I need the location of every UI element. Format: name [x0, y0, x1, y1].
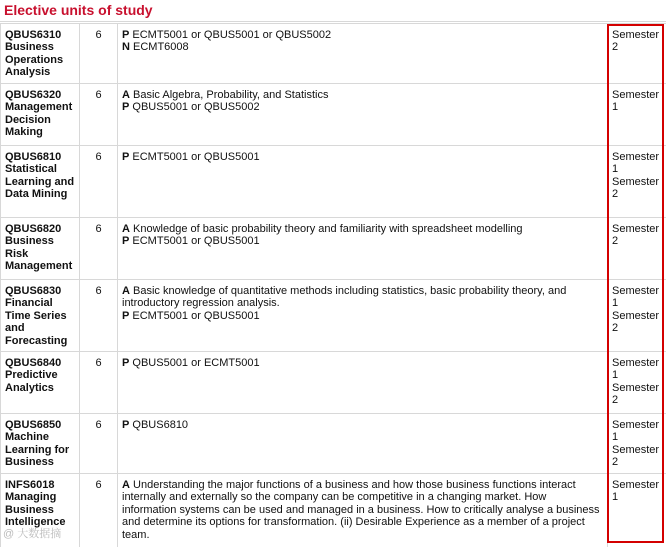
requirement-type: P	[122, 101, 130, 114]
semester-label: Semester 2	[612, 309, 660, 335]
semester-label: Semester 2	[612, 381, 660, 407]
requirements-cell	[118, 218, 608, 280]
requirement-text: ECMT6008	[133, 41, 189, 54]
unit-code: QBUS6820	[5, 223, 62, 235]
credit-points: 6	[80, 280, 118, 352]
requirement-line	[122, 357, 603, 369]
requirements-cell	[118, 24, 608, 84]
requirement-line	[122, 29, 603, 41]
unit-title: Business Risk Management	[5, 235, 73, 273]
unit-name-cell	[1, 146, 80, 218]
units-table-body	[1, 24, 666, 547]
requirement-line	[122, 89, 603, 101]
unit-code: INFS6018	[5, 479, 55, 491]
semester-label: Semester 2	[612, 223, 660, 248]
requirement-text: Knowledge of basic probability theory and familiarity with spreadsheet modelling	[133, 223, 523, 235]
requirement-type: A	[122, 479, 130, 491]
unit-name-cell	[1, 352, 80, 414]
unit-title: Business Operations Analysis	[5, 41, 64, 79]
semester-label: Semester 2	[612, 443, 660, 469]
requirement-text: ECMT5001 or QBUS5001	[132, 309, 260, 322]
requirement-line	[122, 101, 603, 113]
unit-title: Managing Business Intelligence	[5, 491, 66, 529]
requirement-type: P	[122, 29, 130, 41]
requirements-cell	[118, 280, 608, 352]
requirement-type: A	[122, 223, 130, 235]
semester-label: Semester 1	[612, 357, 660, 382]
table-row	[1, 218, 666, 280]
requirement-type: P	[122, 151, 130, 163]
semester-label: Semester 1	[612, 479, 660, 504]
unit-title: Statistical Learning and Data Mining	[5, 163, 75, 201]
requirement-line	[122, 41, 603, 53]
semester-cell	[608, 414, 666, 474]
requirement-type: N	[122, 41, 130, 54]
unit-code: QBUS6840	[5, 357, 62, 369]
requirement-type: P	[122, 357, 130, 369]
watermark: @ 大数据摘	[3, 528, 62, 540]
requirement-text: ECMT5001 or QBUS5001	[132, 151, 260, 163]
requirements-cell	[118, 414, 608, 474]
requirements-cell	[118, 352, 608, 414]
heading-divider	[0, 21, 666, 22]
requirements-cell	[118, 146, 608, 218]
credit-points: 6	[80, 218, 118, 280]
unit-name-cell	[1, 218, 80, 280]
semester-label: Semester 1	[612, 285, 660, 310]
unit-code: QBUS6810	[5, 151, 62, 163]
requirement-line	[122, 479, 603, 541]
requirement-text: ECMT5001 or QBUS5001	[132, 235, 260, 248]
semester-cell	[608, 84, 666, 146]
table-row	[1, 146, 666, 218]
semester-cell	[608, 146, 666, 218]
semester-cell	[608, 280, 666, 352]
table-row	[1, 474, 666, 547]
credit-points: 6	[80, 146, 118, 218]
table-row	[1, 352, 666, 414]
table-row	[1, 280, 666, 352]
unit-code: QBUS6320	[5, 89, 62, 101]
requirement-type: A	[122, 89, 130, 101]
unit-name-cell	[1, 24, 80, 84]
elective-units-table	[0, 23, 666, 547]
requirement-type: P	[122, 419, 130, 431]
requirement-text: Basic knowledge of quantitative methods including statistics, basic probability theory, and introductory regression analysis.	[122, 285, 567, 310]
semester-cell	[608, 352, 666, 414]
unit-name-cell	[1, 414, 80, 474]
semester-label: Semester 1	[612, 89, 660, 114]
requirement-text: QBUS5001 or QBUS5002	[132, 101, 260, 114]
credit-points: 6	[80, 414, 118, 474]
requirement-type: A	[122, 285, 130, 297]
unit-name-cell	[1, 84, 80, 146]
requirement-text: QBUS5001 or ECMT5001	[132, 357, 260, 369]
requirement-line	[122, 223, 603, 235]
requirement-text: Basic Algebra, Probability, and Statistics	[133, 89, 329, 101]
requirement-line	[122, 235, 603, 247]
requirement-line	[122, 310, 603, 322]
requirements-cell	[118, 474, 608, 547]
table-row	[1, 24, 666, 84]
requirement-line	[122, 419, 603, 431]
semester-cell	[608, 218, 666, 280]
semester-label: Semester 2	[612, 175, 660, 201]
requirement-text: ECMT5001 or QBUS5001 or QBUS5002	[132, 29, 332, 41]
unit-title: Management Decision Making	[5, 101, 73, 139]
credit-points: 6	[80, 84, 118, 146]
requirement-type: P	[122, 235, 130, 248]
requirement-line	[122, 285, 603, 310]
table-row	[1, 84, 666, 146]
section-heading: Elective units of study	[4, 2, 153, 18]
semester-label: Semester 2	[612, 29, 660, 54]
semester-cell	[608, 474, 666, 547]
unit-title: Machine Learning for Business	[5, 431, 70, 469]
table-row	[1, 414, 666, 474]
semester-label: Semester 1	[612, 151, 660, 176]
requirement-text: QBUS6810	[132, 419, 189, 431]
unit-name-cell	[1, 280, 80, 352]
requirement-text: Understanding the major functions of a business and how those business functions interact internally and externally so the company can be competitive in a changing market. How information systems can be used and managed in a business. How to critically analyse a business and determine its options for transformation. (ii) Desirable Experience as a member of a project team.	[122, 479, 600, 541]
unit-code: QBUS6310	[5, 29, 62, 41]
semester-cell	[608, 24, 666, 84]
unit-code: QBUS6850	[5, 419, 62, 431]
unit-title: Financial Time Series and Forecasting	[5, 297, 68, 347]
credit-points: 6	[80, 24, 118, 84]
unit-code: QBUS6830	[5, 285, 62, 297]
unit-title: Predictive Analytics	[5, 369, 58, 394]
requirement-line	[122, 151, 603, 163]
semester-label: Semester 1	[612, 419, 660, 444]
requirement-type: P	[122, 309, 130, 322]
requirements-cell	[118, 84, 608, 146]
credit-points: 6	[80, 474, 118, 547]
credit-points: 6	[80, 352, 118, 414]
